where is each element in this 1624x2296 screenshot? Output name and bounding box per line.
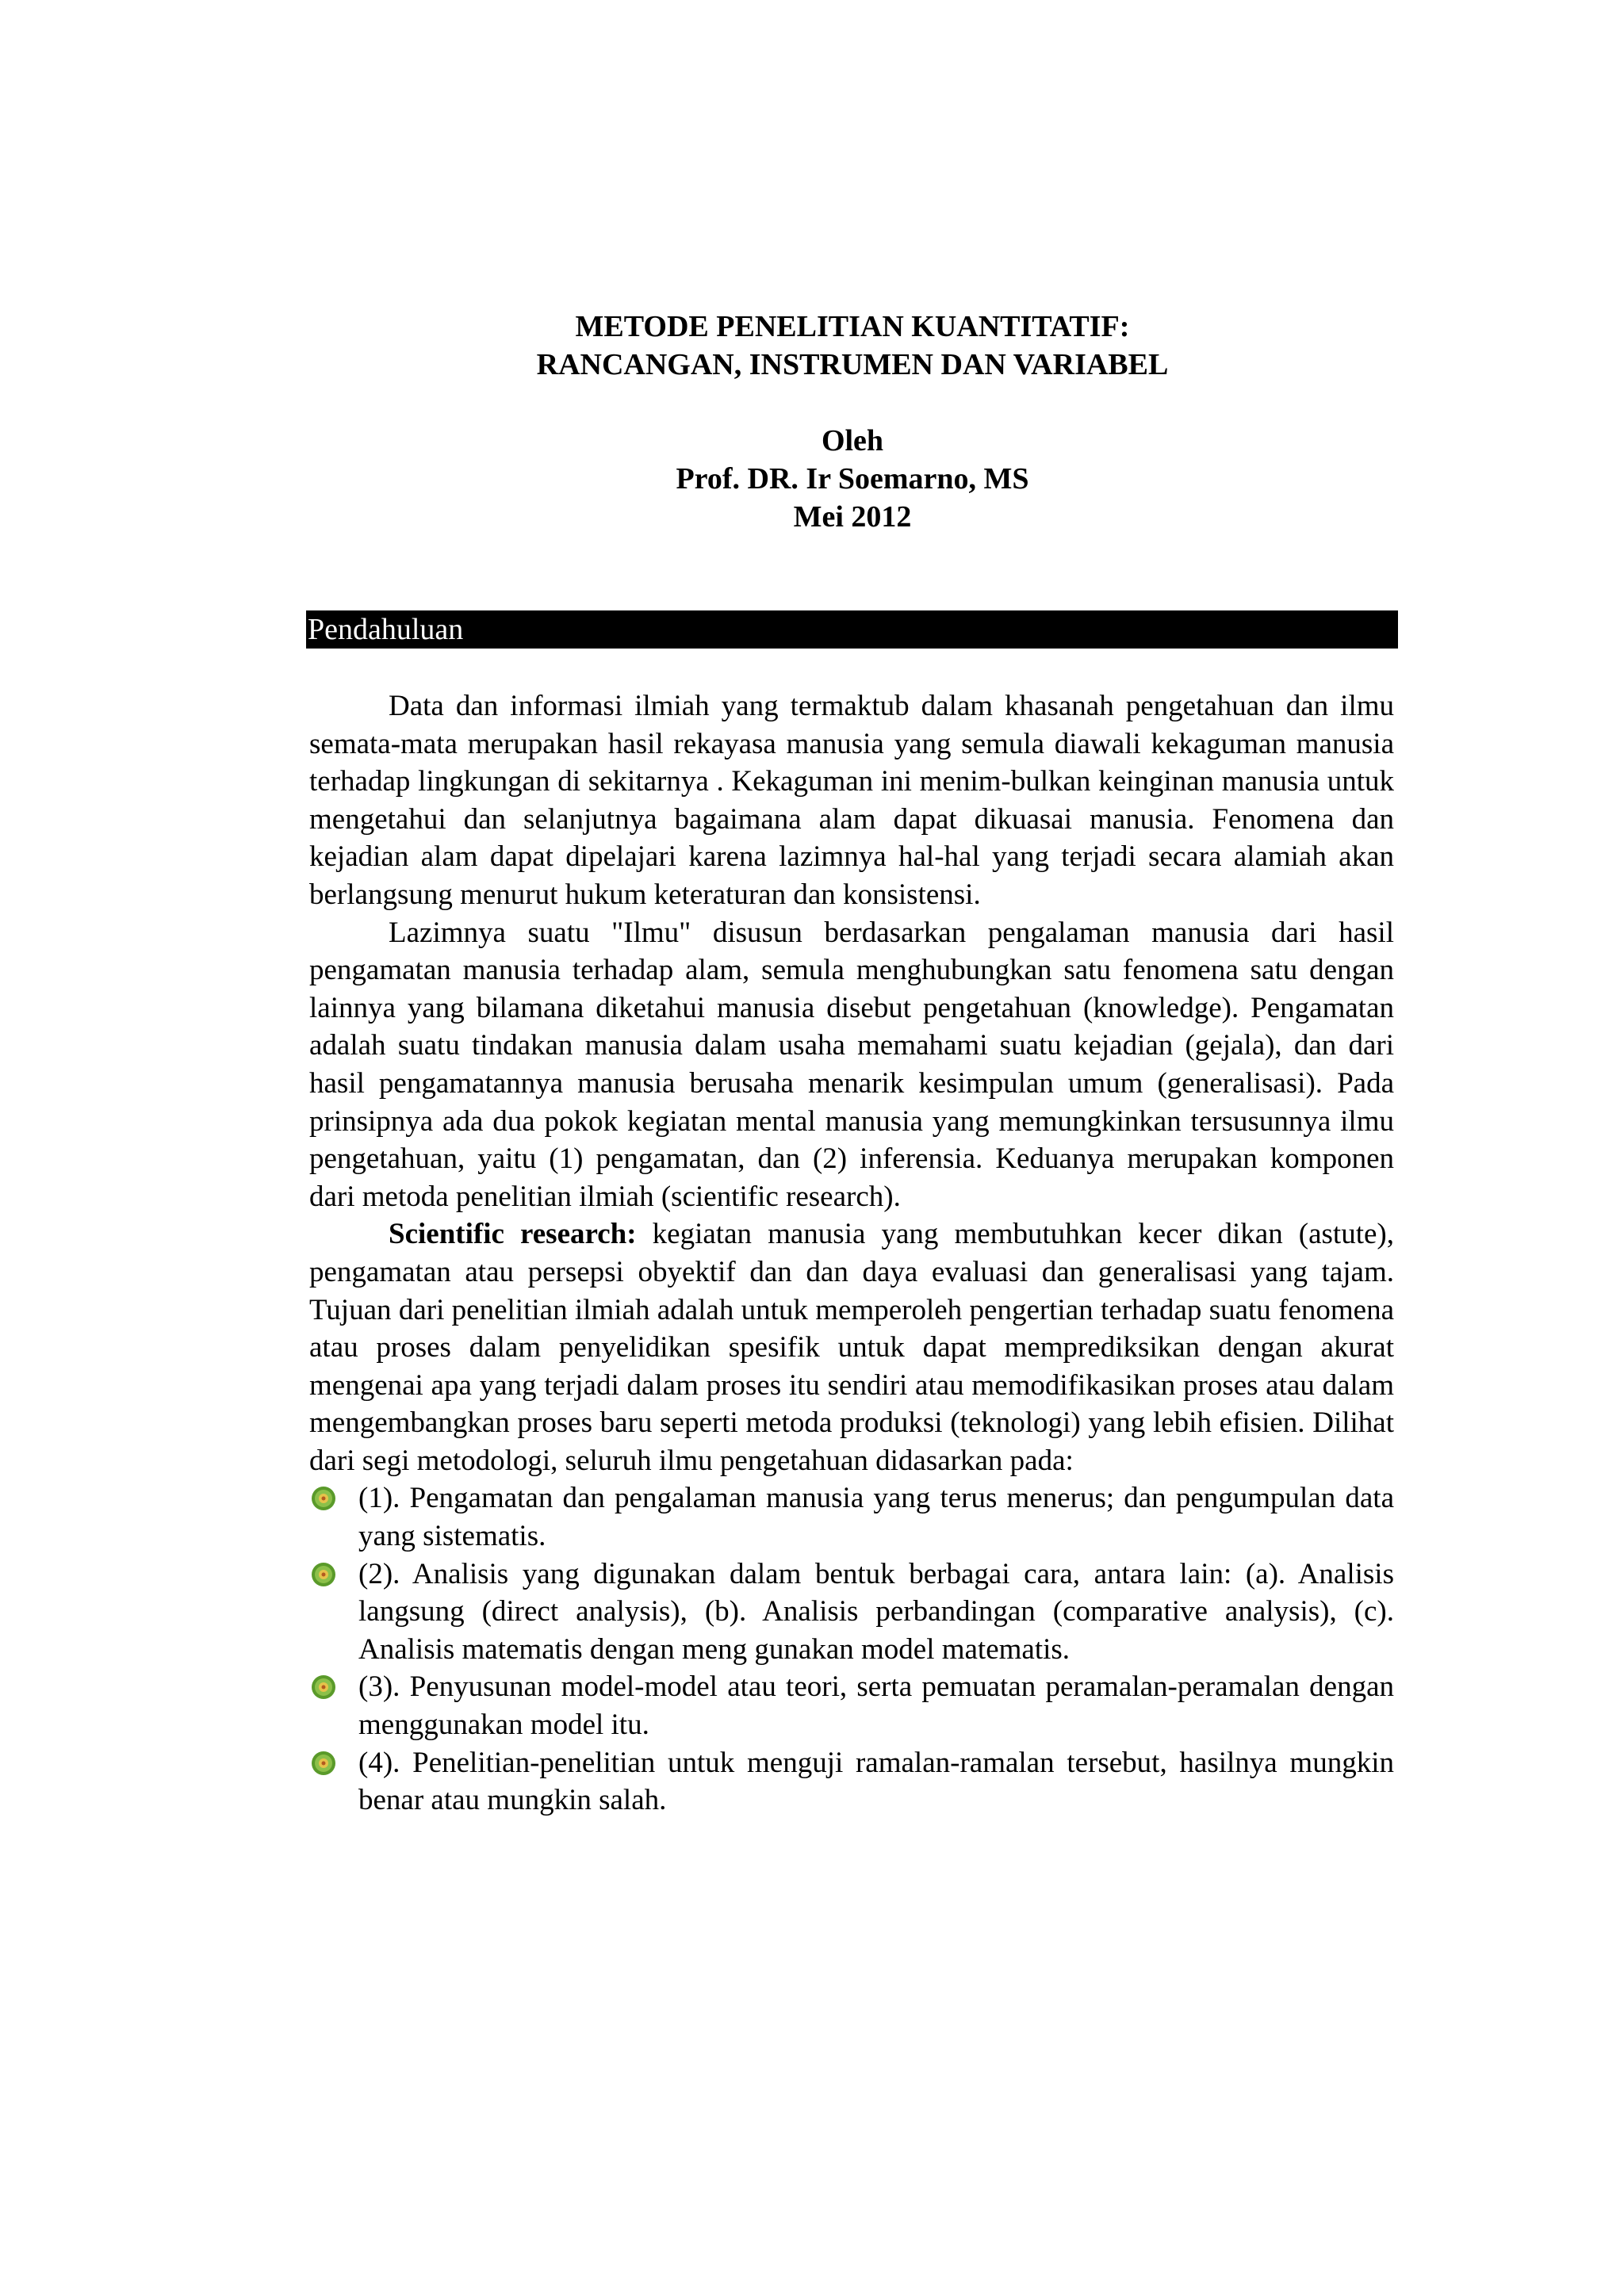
list-item — [309, 1744, 1394, 1820]
paragraph-3-bold-term: Scientific research: — [389, 1218, 637, 1251]
list-item — [309, 1479, 1394, 1555]
section-body — [309, 687, 1394, 1820]
publication-date: Mei 2012 — [793, 500, 912, 534]
flower-bullet-icon — [309, 1750, 338, 1777]
list-item-text: (2). Analisis yang digunakan dalam bentuk berbagai cara, antara lain: (a). Analisis langsung (direct analysis), (b). Analisis perbandingan (comparative analysis), (c). Analisis matematis dengan meng gunakan model matematis. — [358, 1557, 1394, 1666]
paragraph-3 — [309, 1215, 1394, 1479]
title-line-2: RANCANGAN, INSTRUMEN DAN VARIABEL — [536, 348, 1169, 381]
flower-bullet-icon — [309, 1485, 338, 1512]
paragraph-3-text: kegiatan manusia yang membutuhkan kecer dikan (astute), pengamatan atau persepsi obyektif dan dan daya evaluasi dan generalisasi yang tajam. Tujuan dari penelitian ilmiah adalah untuk memperoleh pengertian terhadap suatu fenomena atau proses dalam penyelidikan spesifik untuk dapat memprediksikan dengan akurat mengenai apa yang terjadi dalam proses itu sendiri atau memodifikasikan proses atau dalam mengembangkan proses baru seperti metoda produksi (teknologi) yang lebih efisien. Dilihat dari segi metodologi, seluruh ilmu pengetahuan didasarkan pada: — [309, 1218, 1394, 1477]
byline-label: Oleh — [821, 424, 884, 457]
paragraph-1: Data dan informasi ilmiah yang termaktub dalam khasanah pengetahuan dan ilmu semata-mata merupakan hasil rekayasa manusia yang semula diawali kekaguman manusia terhadap lingkungan di sekitarnya . Kekaguman ini menim-bulkan keinginan manusia untuk mengetahui dan selanjutnya bagaimana alam dapat dikuasai manusia. Fenomena dan kejadian alam dapat dipelajari karena lazimnya hal-hal yang terjadi secara alamiah akan berlangsung menurut hukum keteraturan dan konsistensi. — [309, 690, 1394, 911]
list-item — [309, 1556, 1394, 1669]
list-item — [309, 1668, 1394, 1743]
author-name: Prof. DR. Ir Soemarno, MS — [676, 462, 1029, 496]
list-item-text: (1). Pengamatan dan pengalaman manusia yang terus menerus; dan pengumpulan data yang sistematis. — [358, 1482, 1394, 1553]
paragraph-2: Lazimnya suatu "Ilmu" disusun berdasarkan pengalaman manusia dari hasil pengamatan manusia terhadap alam, semula menghubungkan satu fenomena satu dengan lainnya yang bilamana diketahui manusia disebut pengetahuan (knowledge). Pengamatan adalah suatu tindakan manusia dalam usaha memahami suatu kejadian (gejala), dan dari hasil pengamatannya manusia berusaha menarik kesimpulan umum (generalisasi). Pada prinsipnya ada dua pokok kegiatan mental manusia yang memungkinkan tersusunnya ilmu pengetahuan, yaitu (1) pengamatan, dan (2) inferensia. Keduanya merupakan komponen dari metoda penelitian ilmiah (scientific research). — [309, 916, 1394, 1213]
list-item-text: (4). Penelitian-penelitian untuk menguji ramalan-ramalan tersebut, hasilnya mungkin benar atau mungkin salah. — [358, 1746, 1394, 1817]
section-heading: Pendahuluan — [306, 610, 1398, 649]
flower-bullet-icon — [309, 1561, 338, 1588]
title-line-1: METODE PENELITIAN KUANTITATIF: — [575, 310, 1130, 343]
document-title — [308, 308, 1397, 384]
method-list — [309, 1479, 1394, 1819]
list-item-text: (3). Penyusunan model-model atau teori, serta pemuatan peramalan-peramalan dengan menggunakan model itu. — [358, 1670, 1394, 1742]
flower-bullet-icon — [309, 1674, 338, 1701]
byline — [308, 422, 1397, 536]
